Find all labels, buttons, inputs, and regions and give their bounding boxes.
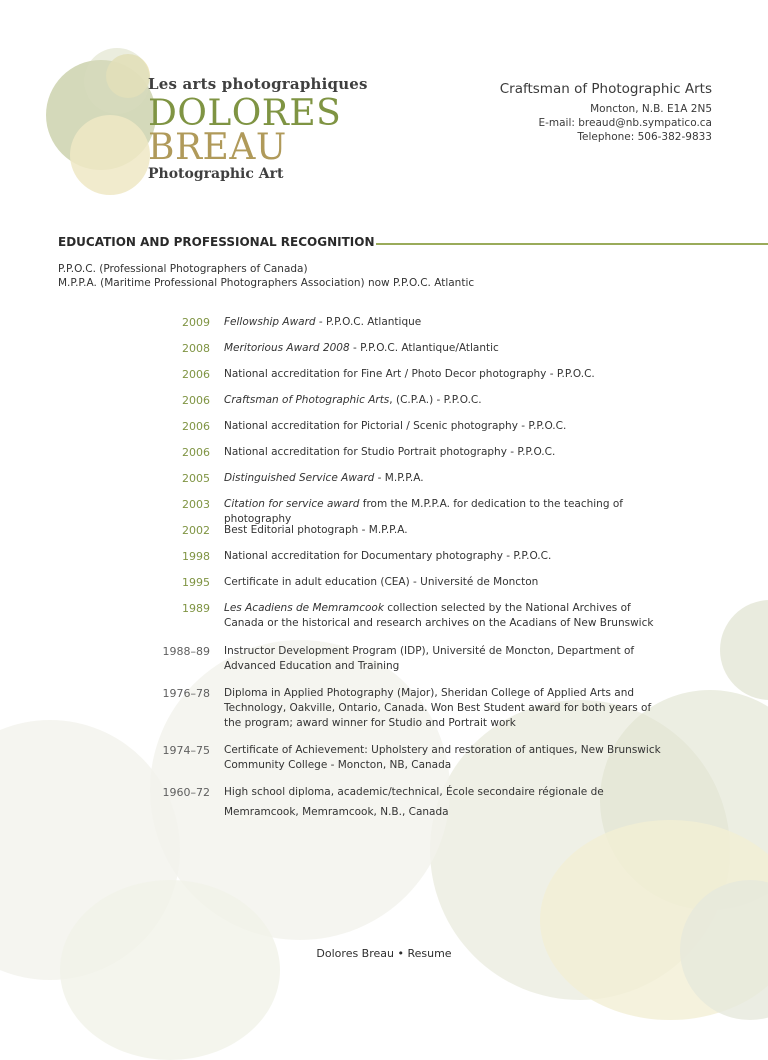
entry-title: Craftsman of Photographic Arts [224, 394, 390, 406]
entry-year: 1960–72 [162, 786, 210, 799]
entry-description [224, 601, 654, 631]
section-heading: EDUCATION AND PROFESSIONAL RECOGNITION [58, 235, 375, 249]
entry-year: 2006 [182, 394, 210, 407]
entry-year: 1989 [182, 602, 210, 615]
entry-year: 1988–89 [162, 645, 210, 658]
logo-first-name: DOLORES [148, 93, 342, 134]
section-divider [376, 243, 768, 245]
logo-circle-bottom [70, 115, 150, 195]
entry-row [130, 601, 690, 631]
entry-detail: National accreditation for Documentary photography - P.P.O.C. [224, 550, 552, 562]
entry-year: 2002 [182, 524, 210, 537]
logo-last-name: BREAU [148, 127, 287, 168]
entry-row [130, 644, 690, 674]
logo-tagline: Les arts photographiques [148, 75, 368, 93]
entry-row [130, 686, 690, 731]
entry-row [130, 523, 690, 538]
intro-line: P.P.O.C. (Professional Photographers of Canada) [58, 263, 308, 275]
entry-year: 2003 [182, 498, 210, 511]
entry-description [224, 419, 684, 434]
entry-year: 1974–75 [162, 744, 210, 757]
entry-row [130, 743, 690, 773]
entry-description [224, 445, 684, 460]
background-circle [720, 600, 768, 700]
entry-title: Distinguished Service Award [224, 472, 375, 484]
entry-row [130, 315, 690, 330]
entry-description [224, 471, 684, 486]
entry-description [224, 315, 684, 330]
background-circle [60, 880, 280, 1060]
entry-description [224, 549, 684, 564]
entry-row [130, 785, 690, 822]
entry-description [224, 644, 664, 674]
entry-detail: collection selected by the National Archives of Canada or the historical and research archives on the Acadians of New Brunswick [224, 602, 654, 629]
entry-year: 2006 [182, 368, 210, 381]
entry-year: 2006 [182, 446, 210, 459]
entry-title: Fellowship Award [224, 316, 316, 328]
entry-year: 1995 [182, 576, 210, 589]
contact-email[interactable]: E-mail: breaud@nb.sympatico.ca [538, 117, 712, 129]
contact-telephone: Telephone: 506-382-9833 [577, 131, 712, 143]
entry-detail: from the M.P.P.A. for dedication to the teaching of photography [224, 498, 623, 525]
entry-description [224, 523, 684, 538]
entry-year: 2006 [182, 420, 210, 433]
entry-description [224, 367, 684, 382]
entry-title: Citation for service award [224, 498, 360, 510]
logo-circle-right [84, 48, 150, 114]
entry-description [224, 782, 664, 822]
entry-detail: National accreditation for Studio Portrait photography - P.P.O.C. [224, 446, 556, 458]
entry-row [130, 445, 690, 460]
entry-description [224, 686, 664, 731]
entry-detail: - P.P.O.C. Atlantique/Atlantic [349, 342, 499, 354]
contact-title: Craftsman of Photographic Arts [499, 81, 712, 97]
entry-row [130, 575, 690, 590]
entry-detail: Best Editorial photograph - M.P.P.A. [224, 524, 408, 536]
entry-title: Meritorious Award 2008 [224, 342, 350, 354]
entry-row [130, 471, 690, 486]
entry-detail: National accreditation for Fine Art / Photo Decor photography - P.P.O.C. [224, 368, 595, 380]
logo-subtitle: Photographic Art [148, 166, 284, 182]
entry-description [224, 743, 664, 773]
entry-description [224, 341, 684, 356]
entry-year: 2009 [182, 316, 210, 329]
entry-detail: High school diploma, academic/technical, École secondaire régionale de Memramcook, Memramcook, N.B., Canada [224, 786, 604, 818]
entry-description [224, 575, 684, 590]
entry-description [224, 393, 684, 408]
entry-title: Les Acadiens de Memramcook [224, 602, 384, 614]
page-footer: Dolores Breau • Resume [316, 947, 452, 960]
entry-detail: Diploma in Applied Photography (Major), Sheridan College of Applied Arts and Technology, Oakville, Ontario, Canada. Won Best Student award for both years of the program; award winner for Studio and Portrait work [224, 687, 652, 729]
entry-detail: National accreditation for Pictorial / Scenic photography - P.P.O.C. [224, 420, 567, 432]
entry-year: 2005 [182, 472, 210, 485]
entry-detail: - P.P.O.C. Atlantique [315, 316, 422, 328]
entry-row [130, 393, 690, 408]
entry-year: 1998 [182, 550, 210, 563]
entry-detail: - M.P.P.A. [374, 472, 424, 484]
entry-year: 2008 [182, 342, 210, 355]
entry-row [130, 549, 690, 564]
entry-row [130, 341, 690, 356]
entry-detail: Instructor Development Program (IDP), Université de Moncton, Department of Advanced Education and Training [224, 645, 635, 672]
entry-row [130, 419, 690, 434]
entry-year: 1976–78 [162, 687, 210, 700]
contact-address: Moncton, N.B. E1A 2N5 [590, 103, 712, 115]
entry-detail: , (C.P.A.) - P.P.O.C. [389, 394, 482, 406]
entry-row [130, 367, 690, 382]
entry-detail: Certificate of Achievement: Upholstery and restoration of antiques, New Brunswick Community College - Moncton, NB, Canada [224, 744, 661, 771]
intro-line: M.P.P.A. (Maritime Professional Photographers Association) now P.P.O.C. Atlantic [58, 277, 475, 289]
entry-detail: Certificate in adult education (CEA) - Université de Moncton [224, 576, 539, 588]
